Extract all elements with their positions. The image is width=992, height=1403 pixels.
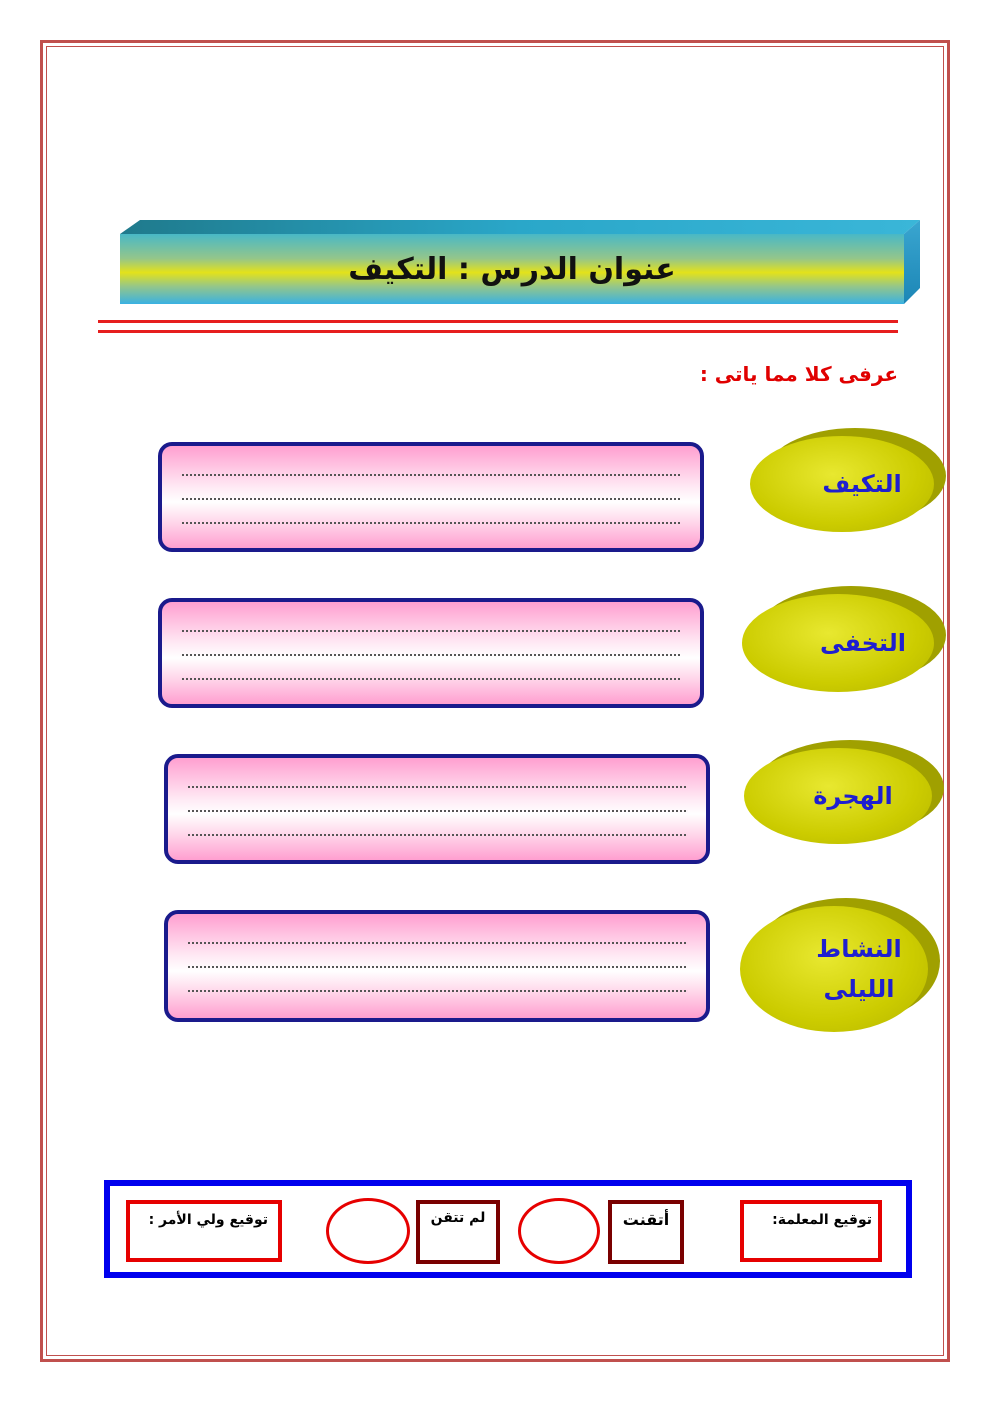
answer-line[interactable] — [188, 776, 686, 788]
mastered-label: أتقنت — [622, 1210, 670, 1229]
mastered-check-circle[interactable] — [518, 1198, 600, 1264]
term-oval-nocturnal — [740, 898, 940, 1032]
teacher-signature-box[interactable] — [740, 1200, 882, 1262]
lesson-title: عنوان الدرس : التكيف — [348, 251, 676, 287]
title-banner — [120, 220, 920, 304]
term-label: الهجرة — [813, 782, 893, 810]
answer-box-adaptation[interactable] — [158, 442, 704, 552]
answer-line[interactable] — [188, 932, 686, 944]
instruction-text: عرفى كلا مما ياتى : — [699, 362, 898, 386]
answer-line[interactable] — [182, 620, 680, 632]
teacher-signature-label: توقيع المعلمة: — [772, 1212, 872, 1228]
mastered-box — [608, 1200, 684, 1264]
divider-line-top — [98, 320, 898, 323]
answer-line[interactable] — [182, 668, 680, 680]
term-label-line1: النشاط — [816, 935, 902, 963]
answer-line[interactable] — [188, 980, 686, 992]
answer-line[interactable] — [182, 488, 680, 500]
term-oval-adaptation — [750, 428, 946, 532]
answer-box-camouflage[interactable] — [158, 598, 704, 708]
term-label: التكيف — [822, 470, 902, 498]
not-mastered-check-circle[interactable] — [326, 1198, 410, 1264]
term-oval-camouflage — [742, 586, 946, 692]
banner-side-face — [904, 220, 920, 304]
banner-front-face — [120, 234, 904, 304]
answer-line[interactable] — [182, 644, 680, 656]
answer-line[interactable] — [188, 956, 686, 968]
answer-box-migration[interactable] — [164, 754, 710, 864]
parent-signature-box[interactable] — [126, 1200, 282, 1262]
not-mastered-label: لم تتقن — [430, 1210, 486, 1226]
parent-signature-label: توقيع ولي الأمر : — [148, 1212, 268, 1228]
term-label-line2: الليلى — [823, 975, 895, 1003]
evaluation-bar — [104, 1180, 912, 1278]
answer-line[interactable] — [182, 464, 680, 476]
divider-line-bottom — [98, 330, 898, 333]
term-label: التخفى — [820, 629, 906, 657]
answer-line[interactable] — [188, 824, 686, 836]
answer-box-nocturnal[interactable] — [164, 910, 710, 1022]
answer-line[interactable] — [182, 512, 680, 524]
term-oval-migration — [744, 740, 944, 844]
not-mastered-box — [416, 1200, 500, 1264]
answer-line[interactable] — [188, 800, 686, 812]
